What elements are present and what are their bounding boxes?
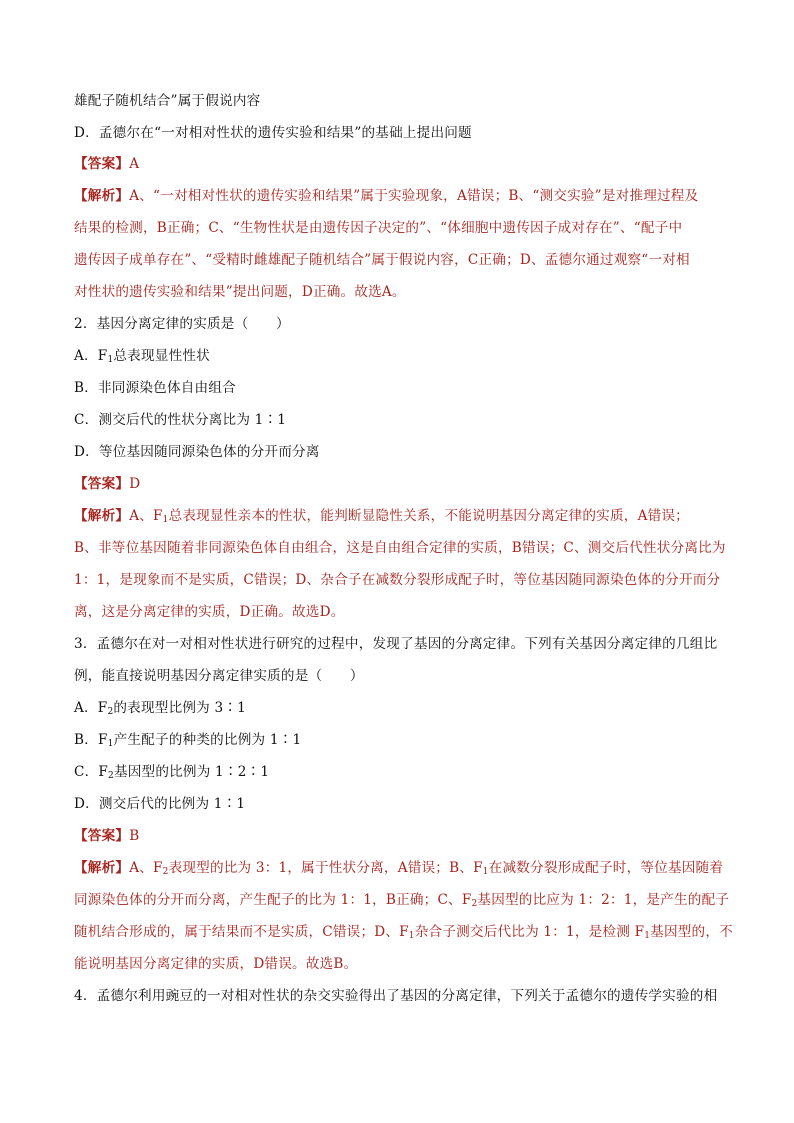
subscript: 2 xyxy=(107,707,114,717)
subscript: 1 xyxy=(408,931,415,941)
subscript: 1 xyxy=(107,355,114,365)
line-text: 2．基因分离定律的实质是（ ） xyxy=(74,316,290,332)
answer-label: 【答案】 xyxy=(74,828,130,844)
document-line xyxy=(74,346,210,370)
subscript: 2 xyxy=(471,899,478,909)
answer-label: 【答案】 xyxy=(74,156,130,172)
document-line xyxy=(74,314,290,334)
document-line xyxy=(74,858,723,882)
subscript: 2 xyxy=(162,867,169,877)
line-text: 总表现显性性状 xyxy=(113,348,210,364)
subscript: 2 xyxy=(108,771,114,781)
document-line xyxy=(74,762,269,786)
analysis-text: 遗传因子成单存在”、“受精时雌雄配子随机结合”属于假说内容，C正确；D、孟德尔通过观察“一对相 xyxy=(74,252,690,268)
line-text: 基因型的比例为 1∶2∶1 xyxy=(113,764,270,780)
line-text: A．F xyxy=(74,700,108,716)
analysis-text: 基因型的比应为 1：2：1，是产生的配子 xyxy=(477,892,730,908)
document-line xyxy=(74,794,245,814)
line-text: C．测交后代的性状分离比为 1∶1 xyxy=(74,412,287,428)
line-text: C．F xyxy=(74,764,109,780)
line-text: A．F xyxy=(74,348,108,364)
analysis-text: B、非等位基因随着非同源染色体自由组合，这是自由组合定律的实质，B错误；C、测交后代性状分离比为 xyxy=(74,540,726,556)
document-line xyxy=(74,282,406,302)
analysis-text: 杂合子测交后代比为 1：1，是检测 F xyxy=(414,924,645,940)
answer-value: B xyxy=(129,828,140,844)
analysis-text: 基因型的，不 xyxy=(650,924,733,940)
document-line xyxy=(74,442,320,462)
analysis-text: A、F xyxy=(129,508,163,524)
analysis-text: 1：1，是现象而不是实质，C错误；D、杂合子在减数分裂形成配子时，等位基因随同源染色体的分开而分 xyxy=(74,572,721,588)
document-line xyxy=(74,954,357,974)
document-line xyxy=(74,570,720,590)
line-text: 4．孟德尔利用豌豆的一对相对性状的杂交实验得出了基因的分离定律，下列关于孟德尔的遗传学实验的相 xyxy=(74,988,718,1004)
document-line xyxy=(74,154,139,174)
document-line xyxy=(74,538,726,558)
document-line xyxy=(74,218,682,238)
document-line xyxy=(74,986,717,1006)
subscript: 1 xyxy=(107,739,114,749)
document-line xyxy=(74,123,472,143)
analysis-text: A、F xyxy=(129,860,163,876)
document-line xyxy=(74,250,690,270)
document-line xyxy=(74,602,344,622)
document-line xyxy=(74,634,717,654)
analysis-text: A、“一对相对性状的遗传实验和结果”属于实验现象，A错误；B、“测交实验”是对推理过程及 xyxy=(129,188,699,204)
analysis-text: 同源染色体的分开而分离，产生配子的比为 1：1，B正确；C、F xyxy=(74,892,472,908)
analysis-text: 在减数分裂形成配子时，等位基因随着 xyxy=(488,860,724,876)
document-line xyxy=(74,506,689,530)
line-text: 雄配子随机结合”属于假说内容 xyxy=(74,93,261,109)
document-line xyxy=(74,890,729,914)
line-text: 例，能直接说明基因分离定律实质的是（ ） xyxy=(74,668,364,684)
line-text: D．测交后代的比例为 1∶1 xyxy=(74,796,246,812)
document-line xyxy=(74,474,140,494)
document-line xyxy=(74,730,301,754)
document-line xyxy=(74,922,733,946)
document-line xyxy=(74,378,236,398)
line-text: B．非同源染色体自由组合 xyxy=(74,380,236,396)
line-text: D．孟德尔在“一对相对性状的遗传实验和结果”的基础上提出问题 xyxy=(74,125,472,141)
answer-value: D xyxy=(129,476,141,492)
document-line xyxy=(74,410,286,430)
line-text: 的表现型比例为 3∶1 xyxy=(113,700,246,716)
subscript: 1 xyxy=(482,867,489,877)
analysis-text: 总表现显性亲本的性状，能判断显隐性关系，不能说明基因分离定律的实质，A错误； xyxy=(168,508,689,524)
document-line xyxy=(74,666,364,686)
analysis-label: 【解析】 xyxy=(74,508,130,524)
document-line xyxy=(74,186,698,206)
document-line xyxy=(74,91,260,111)
line-text: 3．孟德尔在对一对相对性状进行研究的过程中，发现了基因的分离定律。下列有关基因分离定律的几组比 xyxy=(74,636,718,652)
subscript: 1 xyxy=(162,515,169,525)
document-line xyxy=(74,698,246,722)
line-text: D．等位基因随同源染色体的分开而分离 xyxy=(74,444,320,460)
analysis-label: 【解析】 xyxy=(74,860,130,876)
analysis-label: 【解析】 xyxy=(74,188,130,204)
answer-value: A xyxy=(129,156,140,172)
analysis-text: 随机结合形成的，属于结果而不是实质，C错误；D、F xyxy=(74,924,409,940)
analysis-text: 对性状的遗传实验和结果”提出问题，D正确。故选A。 xyxy=(74,284,406,300)
line-text: 产生配子的种类的比例为 1∶1 xyxy=(113,732,302,748)
analysis-text: 结果的检测，B正确；C、“生物性状是由遗传因子决定的”、“体细胞中遗传因子成对存在”、“配子中 xyxy=(74,220,683,236)
analysis-text: 表现型的比为 3：1，属于性状分离，A错误；B、F xyxy=(168,860,483,876)
line-text: B．F xyxy=(74,732,108,748)
analysis-text: 能说明基因分离定律的实质，D错误。故选B。 xyxy=(74,956,358,972)
document-line xyxy=(74,826,139,846)
answer-label: 【答案】 xyxy=(74,476,130,492)
subscript: 1 xyxy=(644,931,651,941)
analysis-text: 离，这是分离定律的实质，D正确。故选D。 xyxy=(74,604,345,620)
